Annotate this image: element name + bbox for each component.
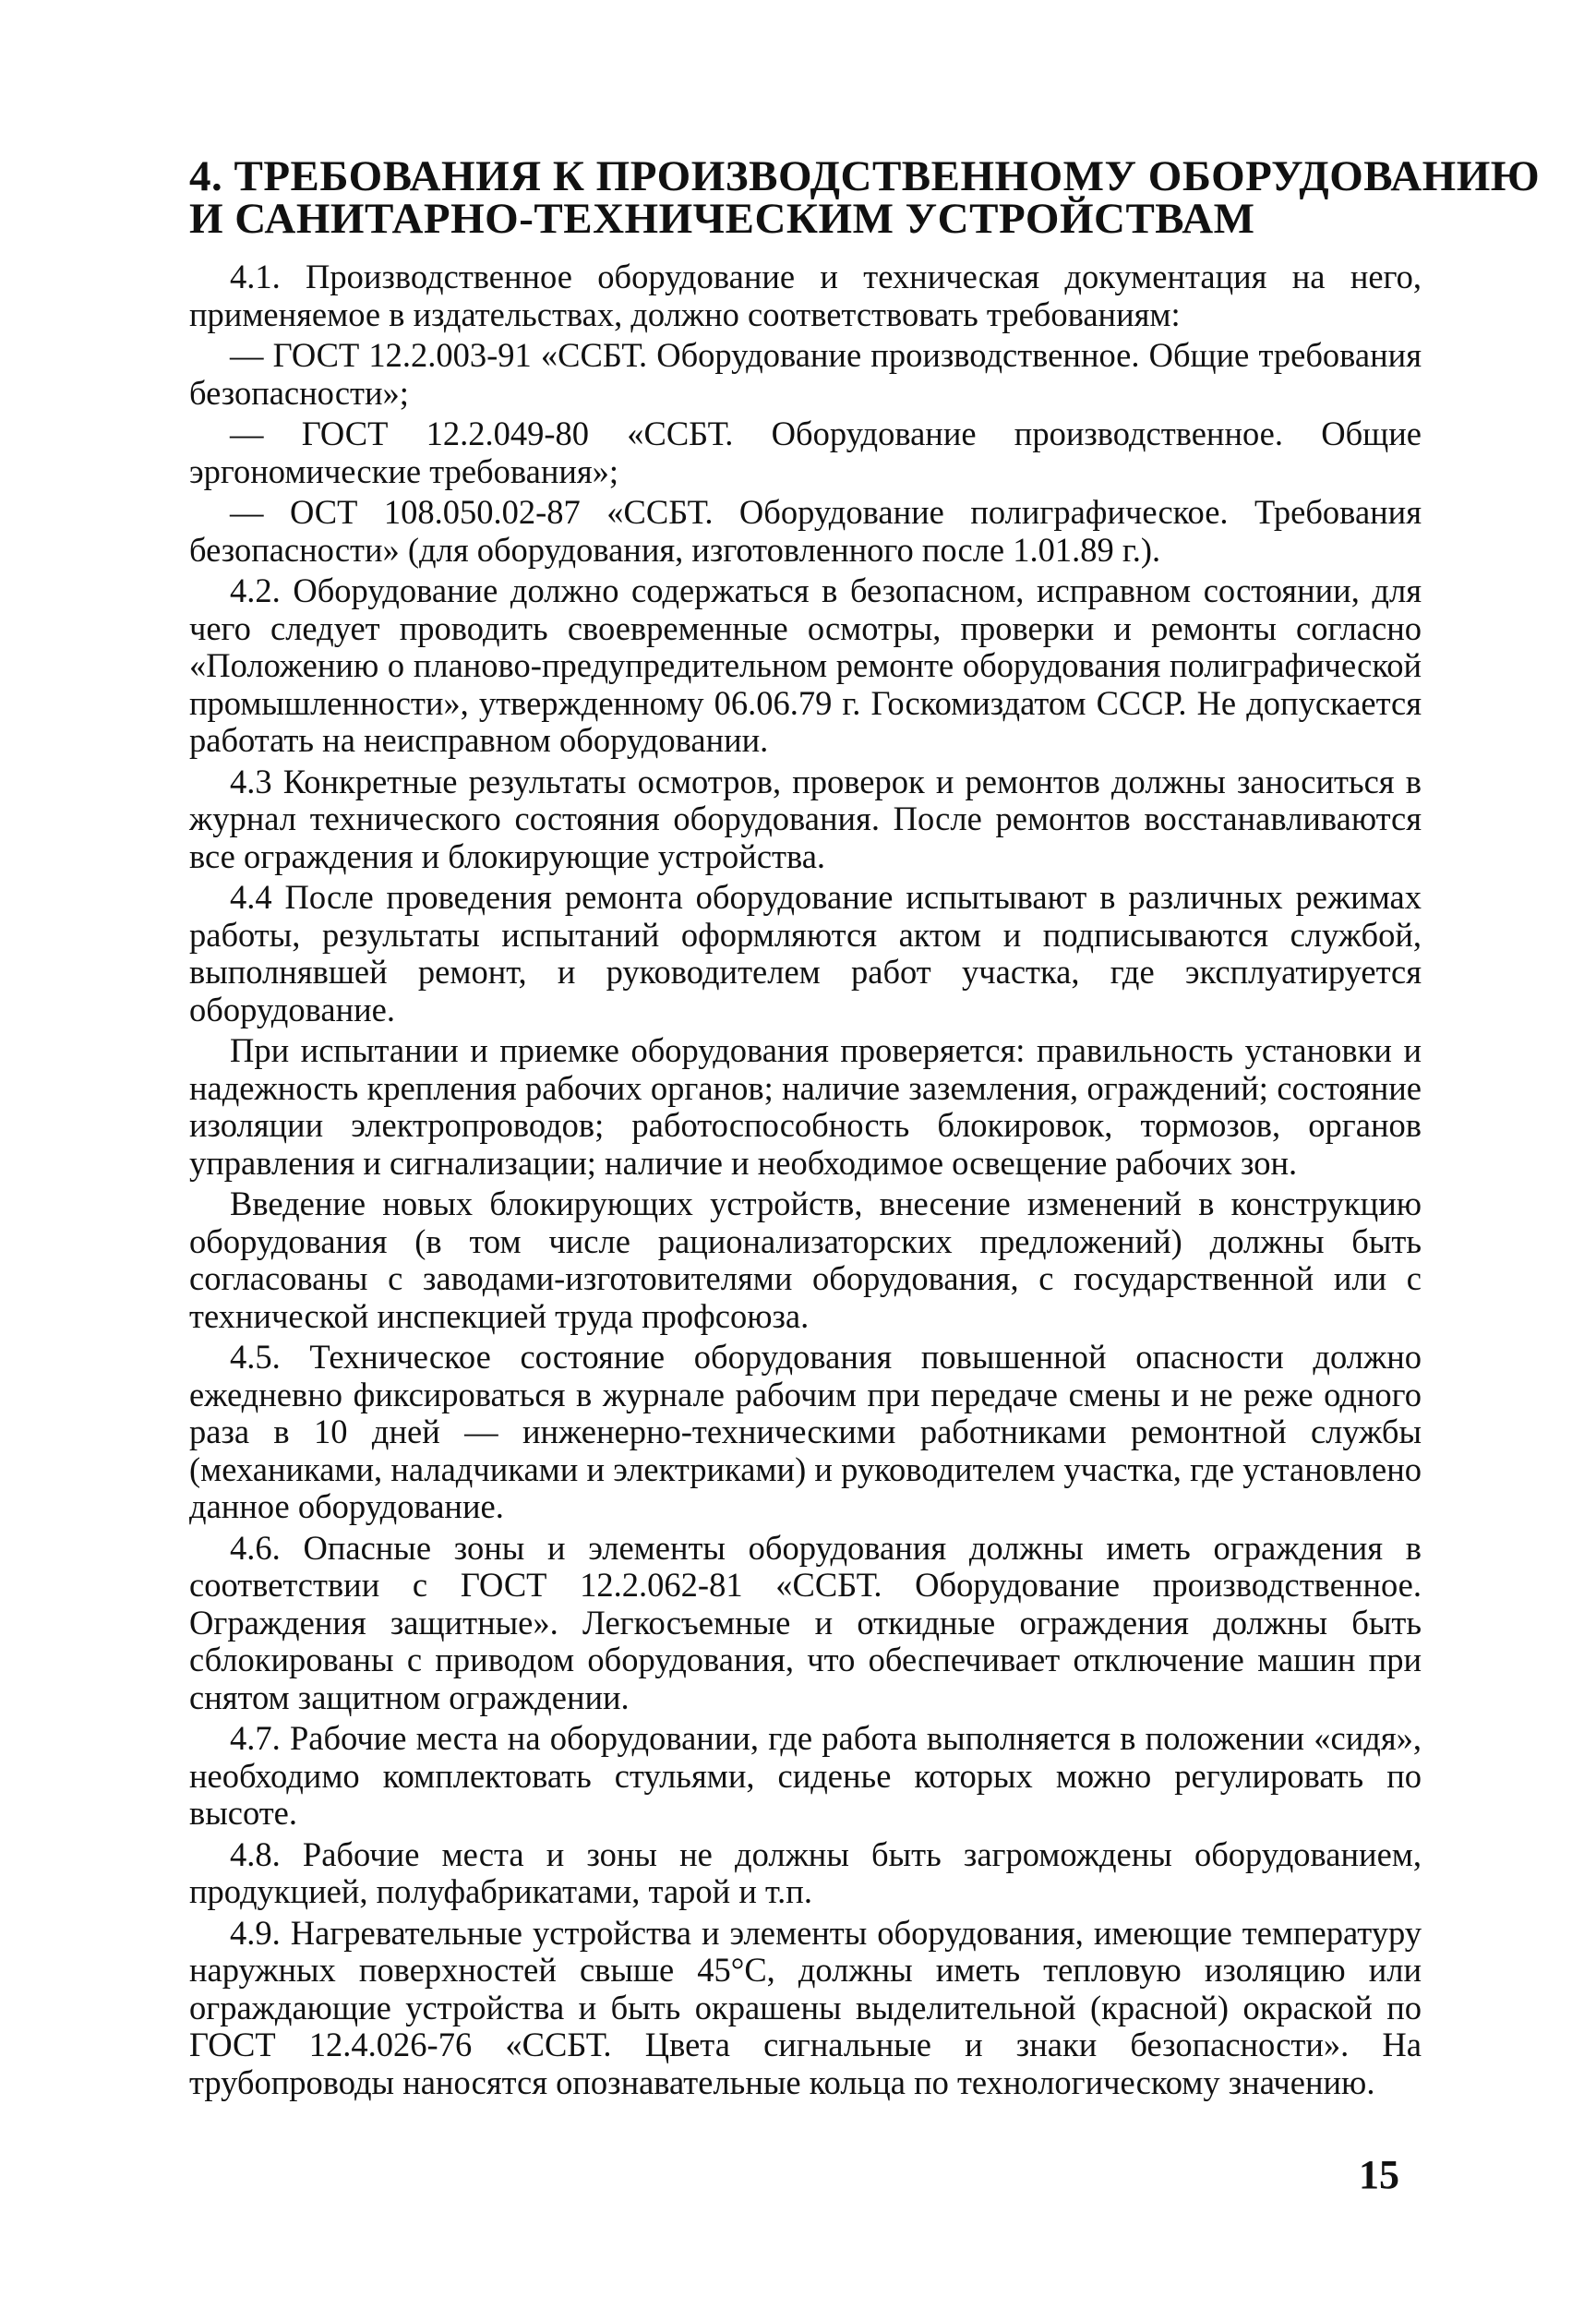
body-text (189, 259, 1422, 2101)
paragraph-4-9: 4.9. Нагревательные устройства и элементы оборудования, имеющие температуру наружных поверхностей свыше 45°С, должны иметь тепловую изоляцию или ограждающие устройства и быть окрашены выделительной (красной) окраской по ГОСТ 12.4.026-76 «ССБТ. Цвета сигнальные и знаки безопасности». На трубопроводы наносятся опознавательные кольца по технологическому значению. (189, 1913, 1422, 2101)
paragraph-4-3: 4.3 Конкретные результаты осмотров, проверок и ремонтов должны заноситься в журнал технического состояния оборудования. После ремонтов восстанавливаются все ограждения и блокирующие устройства. (189, 762, 1422, 875)
paragraph-4-2: 4.2. Оборудование должно содержаться в безопасном, исправном состоянии, для чего следует проводить своевременные осмотры, проверки и ремонты согласно «Положению о планово-предупредительном ремонте оборудования полиграфической промышленности», утвержденному 06.06.79 г. Госкомиздатом СССР. Не допускается работать на неисправном оборудовании. (189, 571, 1422, 759)
list-item-ost-108: — ОСТ 108.050.02-87 «ССБТ. Оборудование полиграфическое. Требования безопасности» (для оборудования, изготовленного после 1.01.89 г.). (189, 493, 1422, 569)
paragraph-4-8: 4.8. Рабочие места и зоны не должны быть загромождены оборудованием, продукцией, полуфабрикатами, тарой и т.п. (189, 1834, 1422, 1910)
document-page (189, 152, 1541, 2105)
paragraph-new-devices: Введение новых блокирующих устройств, внесение изменений в конструкцию оборудования (в том числе рационализаторских предложений) должны быть согласованы с заводами-изготовителями оборудования, с государственной или с технической инспекцией труда профсоюза. (189, 1185, 1422, 1335)
list-item-gost-12-2-049: — ГОСТ 12.2.049-80 «ССБТ. Оборудование производственное. Общие эргономические требования»; (189, 415, 1422, 490)
section-heading-line-2: И САНИТАРНО-ТЕХНИЧЕСКИМ УСТРОЙСТВАМ (189, 195, 1255, 243)
page-number: 15 (1359, 2152, 1399, 2197)
list-item-gost-12-2-003: — ГОСТ 12.2.003-91 «ССБТ. Оборудование производственное. Общие требования безопасности»; (189, 336, 1422, 412)
section-heading (189, 152, 1541, 243)
paragraph-4-1: 4.1. Производственное оборудование и техническая документация на него, применяемое в издательствах, должно соответствовать требованиям: (189, 258, 1422, 333)
section-heading-line-1: 4. ТРЕБОВАНИЯ К ПРОИЗВОДСТВЕННОМУ ОБОРУДОВАНИЮ (189, 152, 1541, 200)
paragraph-testing: При испытании и приемке оборудования проверяется: правильность установки и надежность крепления рабочих органов; наличие заземления, ограждений; состояние изоляции электропроводов; работоспособность блокировок, тормозов, органов управления и сигнализации; наличие и необходимое освещение рабочих зон. (189, 1031, 1422, 1182)
paragraph-4-6: 4.6. Опасные зоны и элементы оборудования должны иметь ограждения в соответствии с ГОСТ 12.2.062-81 «ССБТ. Оборудование производственное. Ограждения защитные». Легкосъемные и откидные ограждения должны быть сблокированы с приводом оборудования, что обеспечивает отключение машин при снятом защитном ограждении. (189, 1528, 1422, 1716)
paragraph-4-4: 4.4 После проведения ремонта оборудование испытывают в различных режимах работы, результаты испытаний оформляются актом и подписываются службой, выполнявшей ремонт, и руководителем работ участка, где эксплуатируется оборудование. (189, 878, 1422, 1028)
paragraph-4-7: 4.7. Рабочие места на оборудовании, где работа выполняется в положении «сидя», необходимо комплектовать стульями, сиденье которых можно регулировать по высоте. (189, 1719, 1422, 1832)
paragraph-4-5: 4.5. Техническое состояние оборудования повышенной опасности должно ежедневно фиксироваться в журнале рабочим при передаче смены и не реже одного раза в 10 дней — инженерно-техническими работниками ремонтной службы (механиками, наладчиками и электриками) и руководителем участка, где установлено данное оборудование. (189, 1338, 1422, 1525)
